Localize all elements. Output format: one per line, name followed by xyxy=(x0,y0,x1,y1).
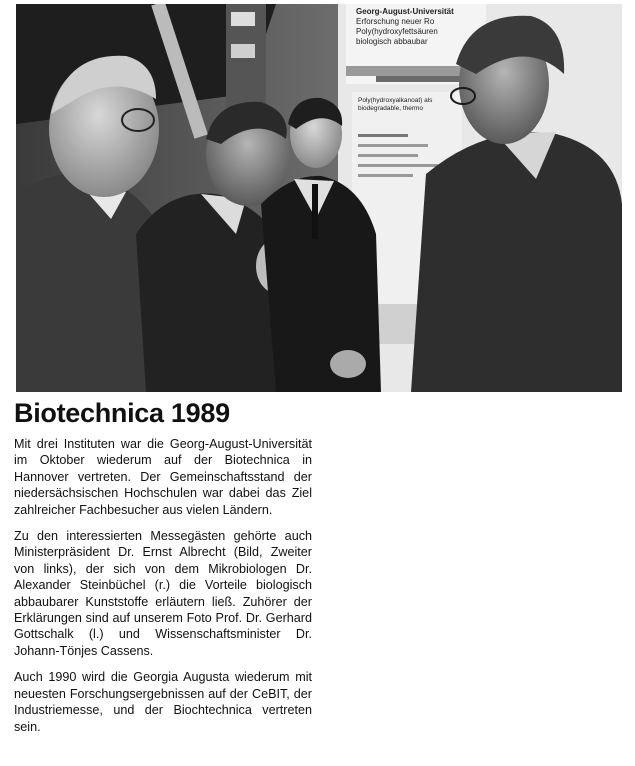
poster-sub-line: biodegradable, thermo xyxy=(358,105,424,112)
photo-illustration xyxy=(16,4,622,392)
poster-sub-line: Poly(hydroxyalkanoat) als xyxy=(358,97,433,104)
article-body xyxy=(14,436,312,735)
poster-line: biologisch abbaubar xyxy=(356,37,428,46)
article-paragraph: Zu den interessierten Messegästen gehörte auch Ministerpräsident Dr. Ernst Albrecht (Bild, Zweiter von links), der sich von dem Mikrobiologen Dr. Alexander Steinbüchel (r.) die Vorteile biologisch abbaubarer Kunststoffe erläutern ließ. Zuhörer der Erklärungen sind auf unserem Foto Prof. Dr. Gerhard Gottschalk (l.) und Wissenschaftsminister Dr. Johann-Tönjes Cassens. xyxy=(14,529,312,658)
poster-line: Georg-August-Universität xyxy=(356,7,454,16)
article-headline: Biotechnica 1989 xyxy=(14,398,230,428)
article-paragraph: Auch 1990 wird die Georgia Augusta wiederum mit neuesten Forschungsergebnissen auf der CeBIT, der Industriemesse, und der Biochtechnica vertreten sein. xyxy=(14,670,312,734)
poster-line: Erforschung neuer Ro xyxy=(356,17,435,26)
article-paragraph: Mit drei Instituten war die Georg-August-Universität im Oktober wiederum auf der Biotechnica in Hannover vertreten. Der Gemeinschaftsstand der niedersächsischen Hochschulen war dabei das Ziel zahlreicher Fachbesucher aus vielen Ländern. xyxy=(14,437,312,517)
news-photo xyxy=(16,4,622,392)
poster-line: Poly(hydroxyfettsäuren xyxy=(356,27,438,36)
